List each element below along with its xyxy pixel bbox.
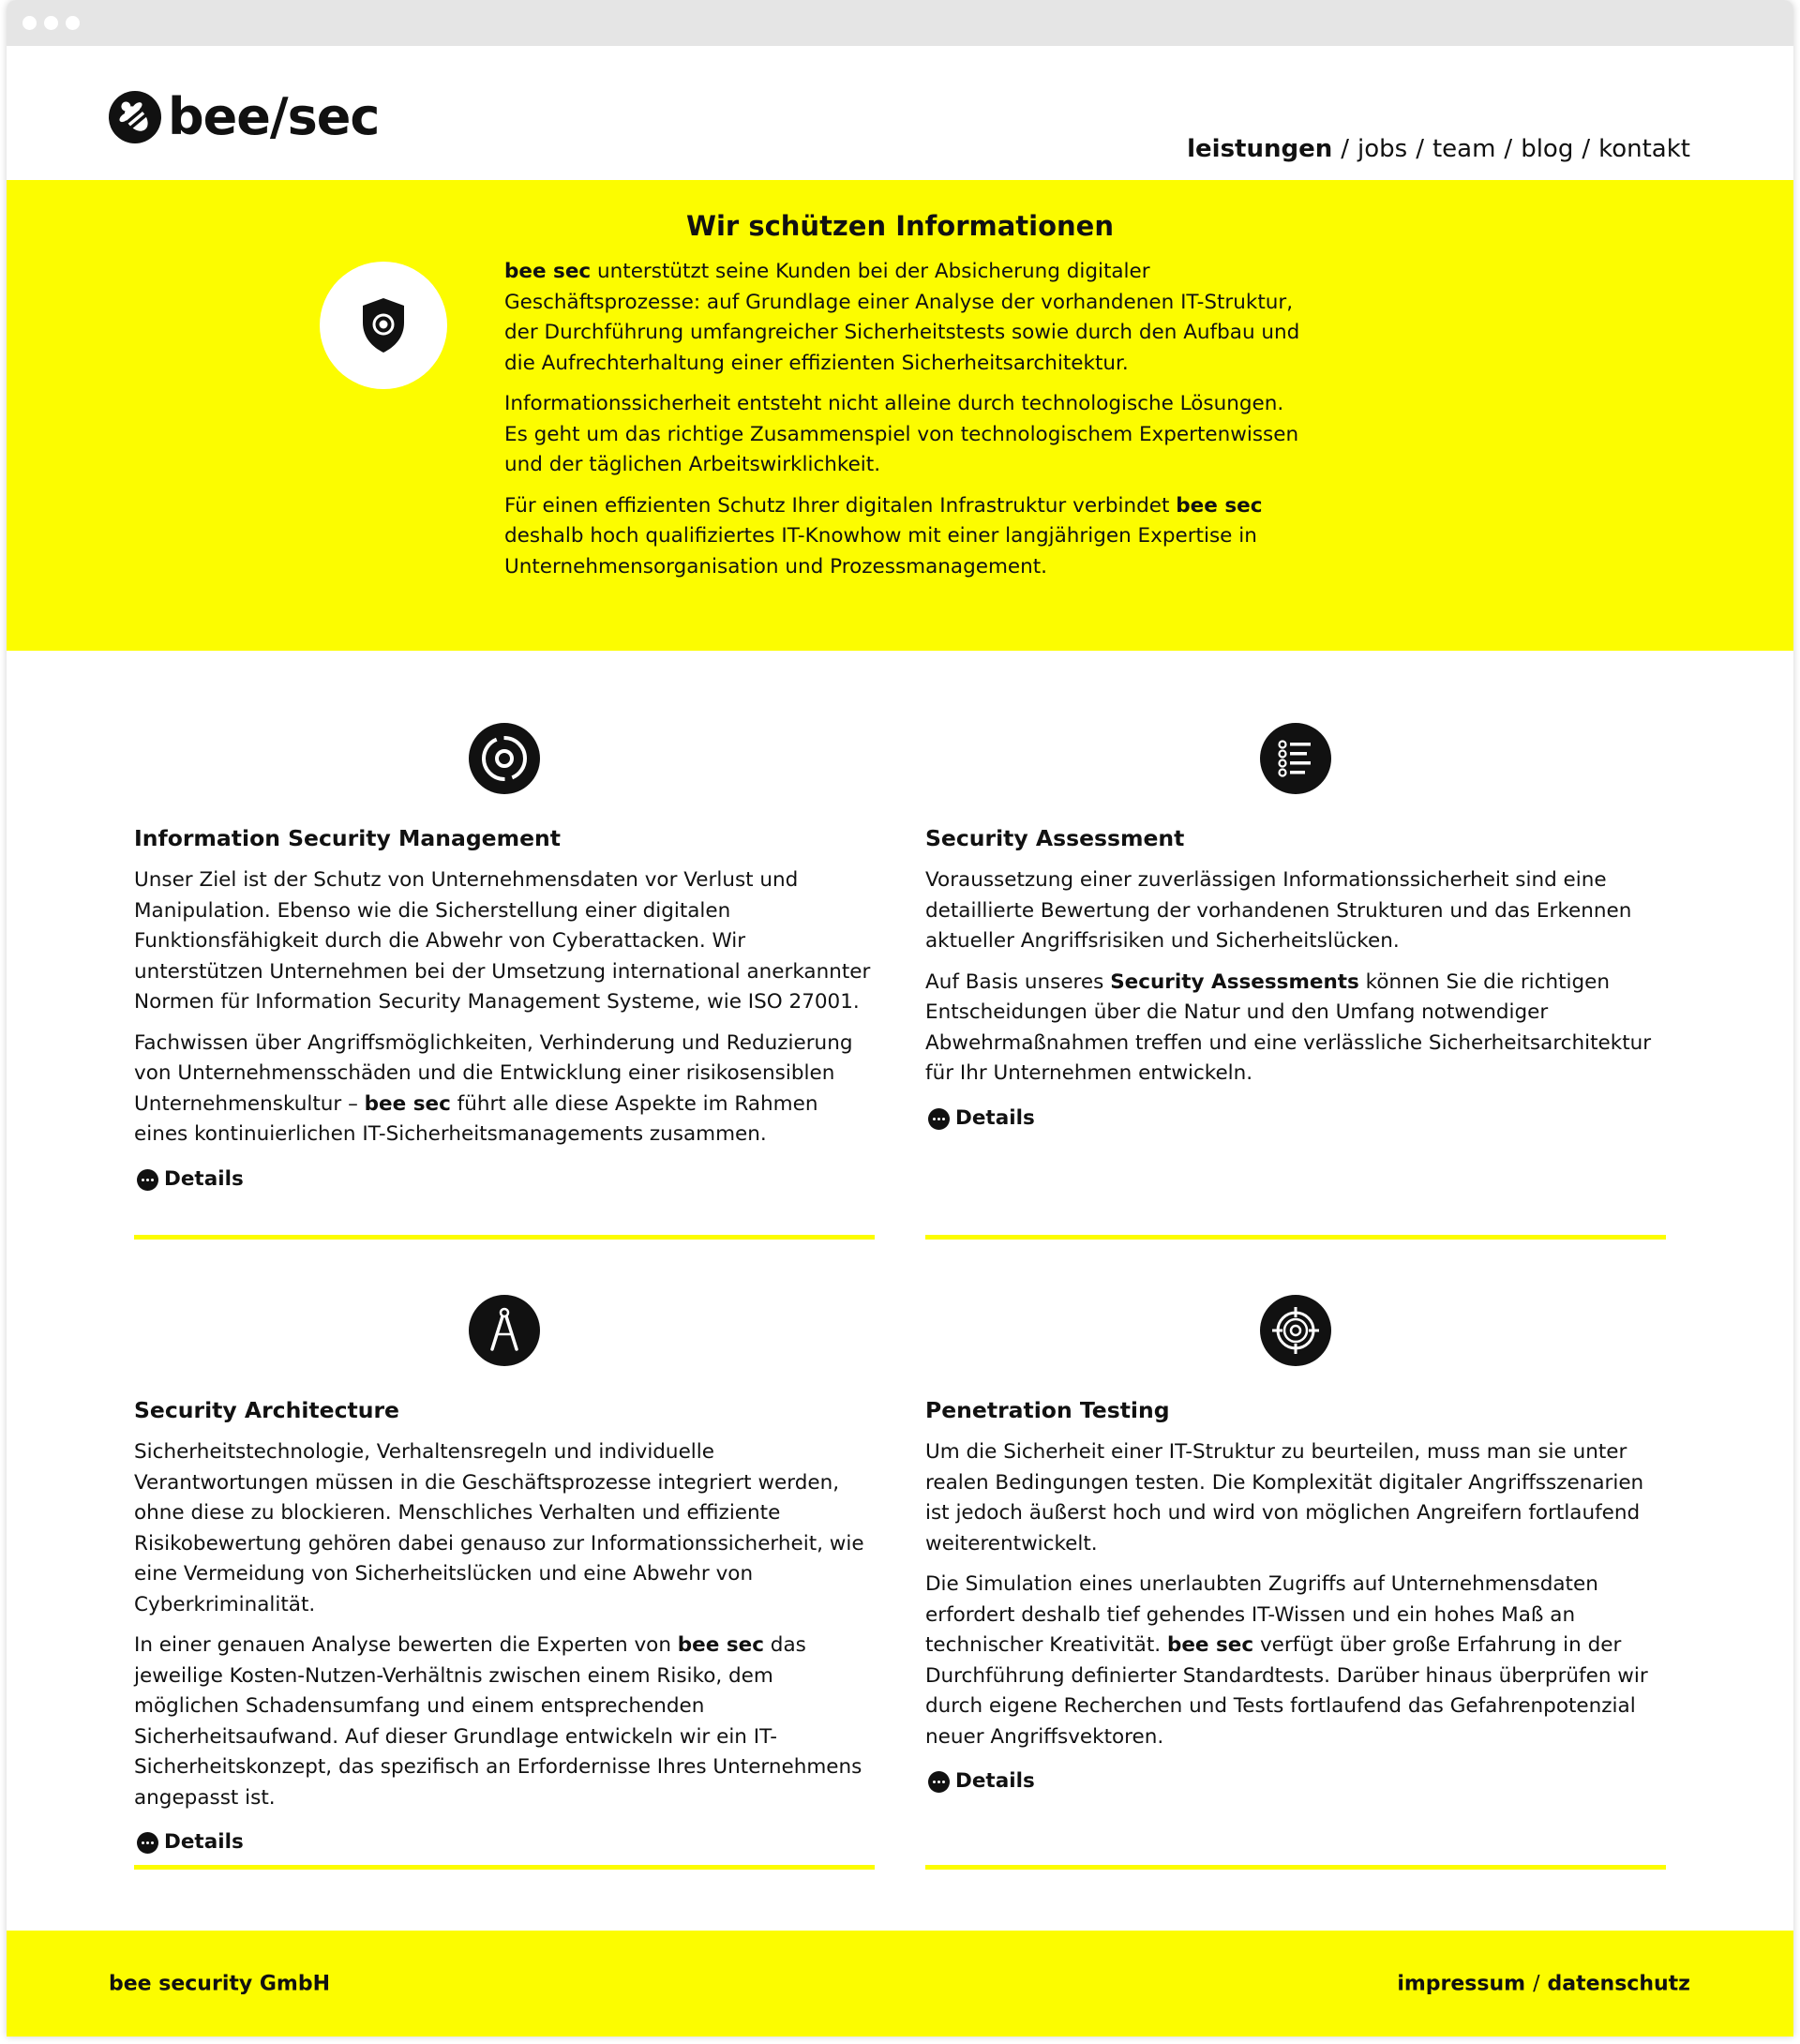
target-icon — [1260, 1295, 1331, 1366]
site-header — [7, 46, 1793, 180]
brand-mention: bee sec — [364, 1091, 451, 1116]
brand-mention: bee sec — [504, 260, 592, 283]
hero-paragraph-1 — [504, 257, 1311, 379]
brand-mention: bee sec — [1166, 1633, 1254, 1657]
details-link[interactable] — [137, 1827, 244, 1858]
service-body — [134, 865, 875, 1195]
service-title: Information Security Management — [134, 825, 562, 851]
service-paragraph-2-text-a: Die Simulation eines unerlaubten Zugriffs auf Unternehmensdaten erfordert deshalb tief gehendes IT-Wissen und ein hohes Maß an technischer Kreativität. — [925, 1572, 1598, 1657]
service-paragraph-2 — [134, 1631, 875, 1813]
more-dots-icon — [137, 1169, 158, 1191]
nav-item-blog[interactable]: blog — [1521, 135, 1574, 163]
brand-mention: Security Assessments — [1110, 969, 1359, 994]
site-footer — [7, 1931, 1793, 2036]
footer-link-impressum[interactable]: impressum — [1397, 1972, 1526, 1995]
section-divider — [134, 1235, 875, 1240]
service-paragraph-2-text-a: Auf Basis unseres — [925, 969, 1111, 994]
hero-section — [7, 180, 1793, 651]
details-link[interactable] — [928, 1766, 1035, 1797]
more-dots-icon — [928, 1771, 950, 1793]
footer-links — [1397, 1972, 1690, 1995]
section-divider — [925, 1235, 1666, 1240]
service-icon-wrap — [1260, 723, 1331, 794]
service-icon-wrap — [1260, 1295, 1331, 1366]
details-label: Details — [164, 1166, 244, 1191]
nav-separator: / — [1416, 135, 1424, 163]
details-link[interactable] — [928, 1104, 1035, 1135]
service-paragraph-2-text-b: können Sie die richtigen Entscheidungen über die Natur und den Umfang notwendiger Abwehrmaßnahmen treffen und eine verlässliche Sicherheitsarchitektur für Ihr Unternehmen entwickeln. — [925, 969, 1652, 1085]
details-label: Details — [955, 1105, 1035, 1130]
service-body — [925, 865, 1666, 1134]
service-paragraph-2-text-b: führt alle diese Aspekte im Rahmen eines kontinuierlichen IT-Sicherheitsmanagements zusammen. — [134, 1091, 818, 1146]
details-label: Details — [955, 1769, 1035, 1794]
service-paragraph-1: Sicherheitstechnologie, Verhaltensregeln und individuelle Verantwortungen müssen in die Geschäftsprozesse integriert werden, ohne diese zu blockieren. Menschliches Verhalten und effiziente Risikobewertung gehören dabei genauso zur Informationssicherheit, wie eine Vermeidung von Sicherheitslücken und eine Abwehr von Cyberkriminalität. — [134, 1440, 864, 1616]
service-paragraph-2-text-a: In einer genauen Analyse bewerten die Experten von — [134, 1633, 678, 1657]
service-paragraph-1: Unser Ziel ist der Schutz von Unternehmensdaten vor Verlust und Manipulation. Ebenso wie die Sicherstellung einer digitalen Funktionsfähigkeit durch die Abwehr von Cyberattacken. Wir unterstützen Unternehmen bei der Umsetzung international anerkannter Normen für Information Security Management Systeme, wie ISO 27001. — [134, 868, 871, 1014]
service-paragraph-1: Voraussetzung einer zuverlässigen Informationssicherheit sind eine detaillierte Bewertung der vorhandenen Strukturen und das Erkennen aktueller Angriffsrisiken und Sicherheitslücken. — [925, 868, 1632, 953]
service-paragraph-2 — [925, 1570, 1666, 1752]
nav-separator: / — [1582, 135, 1591, 163]
compass-icon — [469, 1295, 540, 1366]
browser-chrome — [7, 0, 1793, 46]
hero-paragraph-3 — [504, 491, 1311, 583]
nav-item-jobs[interactable]: jobs — [1358, 135, 1408, 163]
bee-logo-icon — [108, 90, 162, 144]
service-paragraph-2-text-b: das jeweilige Kosten-Nutzen-Verhältnis zwischen einem Risiko, dem möglichen Schadensumfang und einem entsprechenden Sicherheitsaufwand. Auf dieser Grundlage entwickeln wir ein IT-Sicherheitskonzept, das spezifisch an Erfordernisse Ihres Unternehmens angepasst ist. — [134, 1633, 862, 1810]
hero-paragraph-2: Informationssicherheit entsteht nicht alleine durch technologische Lösungen. Es geht um das richtige Zusammenspiel von technologischem Expertenwissen und der täglichen Arbeitswirklichkeit. — [504, 392, 1299, 476]
service-title: Penetration Testing — [925, 1397, 1170, 1423]
hero-paragraph-1-text: unterstützt seine Kunden bei der Absicherung digitaler Geschäftsprozesse: auf Grundlage einer Analyse der vorhandenen IT-Struktur, der Durchführung umfangreicher Sicherheitstests sowie durch den Aufbau und die Aufrechterhaltung einer effizienten Sicherheitsarchitektur. — [504, 260, 1300, 375]
window-maximize-dot[interactable] — [66, 16, 80, 30]
nav-item-kontakt[interactable]: kontakt — [1598, 135, 1690, 163]
more-dots-icon — [928, 1108, 950, 1130]
hero-paragraph-3-text-a: Für einen effizienten Schutz Ihrer digitalen Infrastruktur verbindet — [504, 493, 1177, 518]
nav-item-leistungen[interactable]: leistungen — [1187, 135, 1333, 163]
service-title: Security Architecture — [134, 1397, 399, 1423]
checklist-icon — [1260, 723, 1331, 794]
service-icon-wrap — [469, 723, 540, 794]
hero-title: Wir schützen Informationen — [686, 210, 1114, 242]
service-body — [925, 1437, 1666, 1797]
service-paragraph-2 — [134, 1029, 875, 1150]
main-nav — [1187, 135, 1690, 163]
service-paragraph-1: Um die Sicherheit einer IT-Struktur zu beurteilen, muss man sie unter realen Bedingungen testen. Die Komplexität digitaler Angriffsszenarien ist jedoch äußerst hoch und wird von möglichen Angreifern fortlaufend weiterentwickelt. — [925, 1440, 1644, 1556]
service-paragraph-2-text-b: verfügt über große Erfahrung in der Durchführung definierter Standardtests. Darüber hinaus überprüfen wir durch eigene Recherchen und Tests fortlaufend das Gefahrenpotenzial neuer Angriffsvektoren. — [925, 1633, 1648, 1749]
details-label: Details — [164, 1830, 244, 1855]
shield-icon — [359, 296, 408, 354]
logo-text: bee/sec — [168, 87, 380, 146]
logo[interactable] — [108, 87, 379, 146]
nav-separator: / — [1341, 135, 1350, 163]
browser-window — [7, 0, 1793, 2036]
service-body — [134, 1437, 875, 1858]
hero-text — [504, 257, 1311, 593]
service-paragraph-2-text-a: Fachwissen über Angriffsmöglichkeiten, Verhinderung und Reduzierung von Unternehmensschäden und die Entwicklung einer risikosensiblen Unternehmenskultur – — [134, 1030, 853, 1116]
services-grid — [7, 651, 1793, 1931]
hero-paragraph-3-text-b: deshalb hoch qualifiziertes IT-Knowhow mit einer langjährigen Expertise in Unternehmensorganisation und Prozessmanagement. — [504, 524, 1257, 579]
section-divider — [134, 1865, 875, 1870]
details-link[interactable] — [137, 1165, 244, 1195]
section-divider — [925, 1865, 1666, 1870]
hero-badge — [320, 262, 447, 389]
brand-mention: bee sec — [677, 1633, 764, 1657]
service-paragraph-2 — [925, 968, 1666, 1090]
brand-mention: bee sec — [1176, 493, 1263, 518]
window-minimize-dot[interactable] — [44, 16, 58, 30]
footer-link-datenschutz[interactable]: datenschutz — [1547, 1972, 1690, 1995]
cycle-icon — [469, 723, 540, 794]
service-title: Security Assessment — [925, 825, 1185, 851]
more-dots-icon — [137, 1832, 158, 1854]
footer-separator: / — [1533, 1972, 1540, 1995]
company-name: bee security GmbH — [109, 1972, 331, 1995]
nav-item-team[interactable]: team — [1432, 135, 1496, 163]
window-close-dot[interactable] — [22, 16, 37, 30]
service-icon-wrap — [469, 1295, 540, 1366]
nav-separator: / — [1504, 135, 1513, 163]
